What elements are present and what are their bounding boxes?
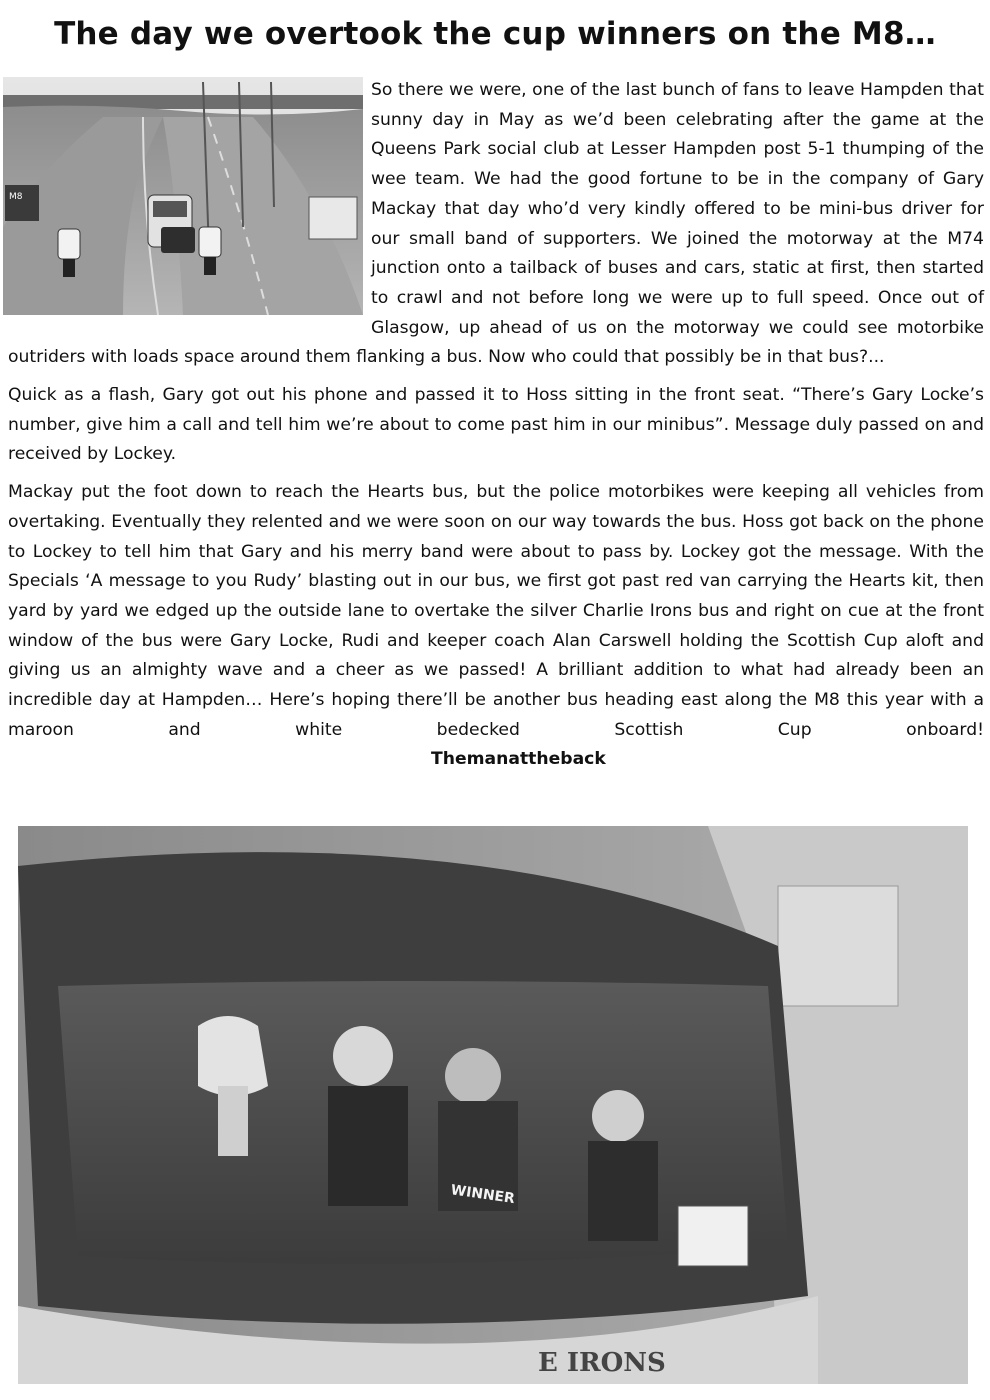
page-title: The day we overtook the cup winners on the M8… [54,16,936,52]
bus-photo [18,826,968,1384]
paragraph-3-text: Mackay put the foot down to reach the Hearts bus, but the police motorbikes were keeping all vehicles from overtaking. Eventually they relented and we were soon on our way towards the bus. Hoss got back on the phone to Lockey to tell him that Gary and his merry band were about to pass by. Lockey got the message. With the Specials ‘A message to you Rudy’ blasting out in our bus, we first got past red van carrying the Hearts kit, then yard by yard we edged up the outside lane to overtake the silver Charlie Irons bus and right on cue at the front window of the bus were Gary Locke, Rudi and keeper coach Alan Carswell holding the Scottish Cup aloft and giving us an almighty wave and a cheer as we passed! A brilliant addition to what had already been an incredible day at Hampden… Here’s hoping there’ll be another bus heading east along the M8 this year with a maroon and white bedecked Scottish Cup onboard! [8,482,984,740]
scarf-text: WINNER [449,1182,516,1208]
motorway-sign-text: M8 [9,192,23,202]
article-body [8,76,984,783]
bus-name-text: E IRONS [538,1348,666,1378]
paragraph-1: So there we were, one of the last bunch of fans to leave Hampden that sunny day in May as we’d been celebrating after the game at the Queens Park social club at Lesser Hampden post 5-1 thumping of the wee team. We had the good fortune to be in the company of Gary Mackay that day who’d very kindly offered to be mini-bus driver for our small band of supporters. We joined the motorway at the M74 junction onto a tailback of buses and cars, static at first, then started to crawl and not before long we were up to full speed. Once out of Glasgow, up ahead of us on the motorway we could see motorbike outriders with loads space around them flanking a bus. Now who could that possibly be in that bus?... [8,80,984,368]
motorway-photo [3,77,363,315]
paragraph-2: Quick as a flash, Gary got out his phone and passed it to Hoss sitting in the front seat. “There’s Gary Locke’s number, give him a call and tell him we’re about to come past him in our minibus”. Message duly passed on and received by Lockey. [8,385,984,465]
byline: Themanattheback [431,749,606,770]
paragraph-3 [8,478,984,775]
